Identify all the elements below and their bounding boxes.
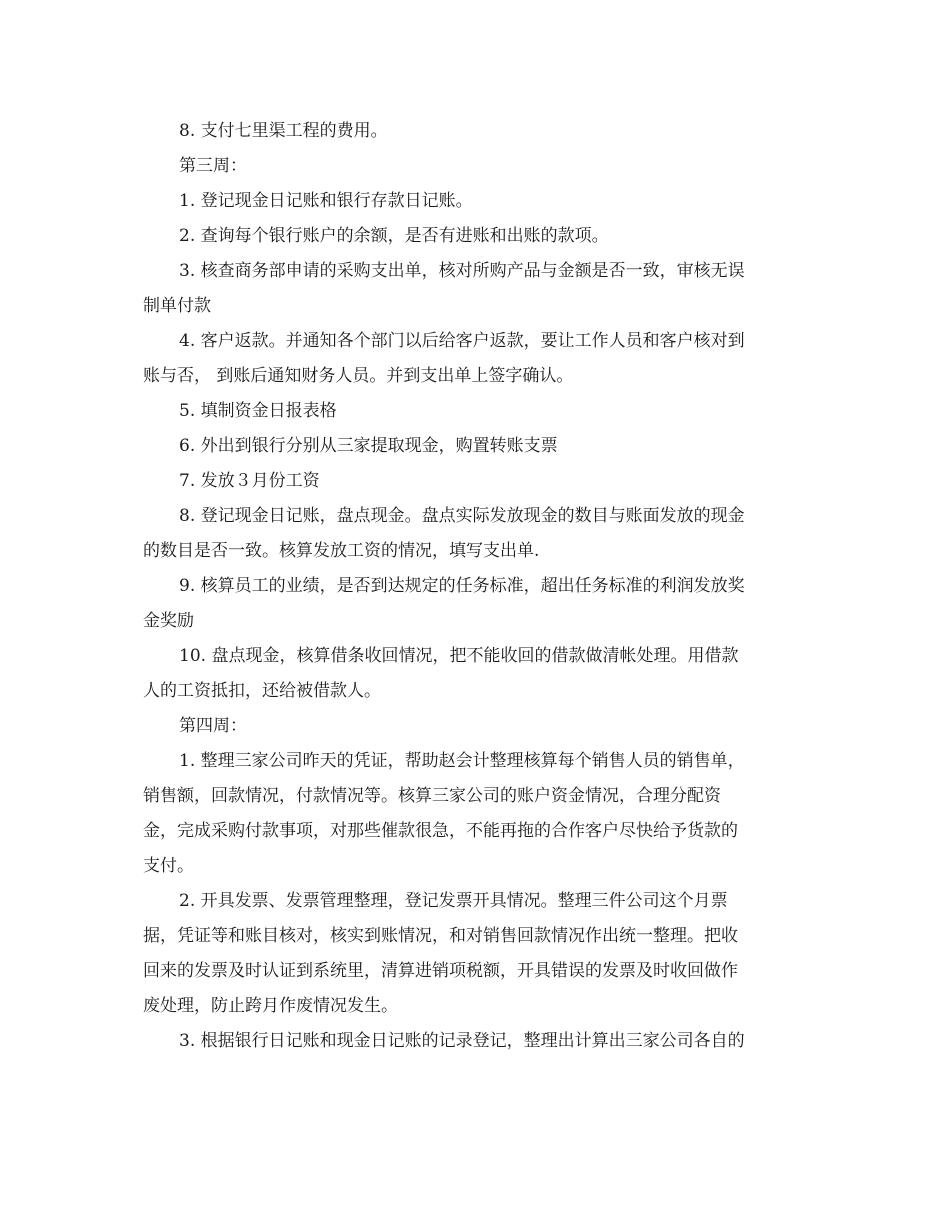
text-line: 5. 填制资金日报表格 bbox=[179, 401, 337, 421]
text-line: 8. 登记现金日记账，盘点现金。盘点实际发放现金的数目与账面发放的现金 bbox=[179, 506, 745, 526]
text-line: 7. 发放３月份工资 bbox=[179, 471, 320, 491]
text-line: 4. 客户返款。并通知各个部门以后给客户返款，要让工作人员和客户核对到 bbox=[179, 331, 745, 351]
text-line: 8. 支付七里渠工程的费用。 bbox=[179, 121, 388, 141]
text-line: 3. 核查商务部申请的采购支出单，核对所购产品与金额是否一致，审核无误 bbox=[179, 261, 745, 281]
text-line: 2. 查询每个银行账户的余额，是否有进账和出账的款项。 bbox=[179, 226, 609, 246]
text-line: 6. 外出到银行分别从三家提取现金，购置转账支票 bbox=[179, 436, 558, 456]
text-line: 据，凭证等和账目核对，核实到账情况，和对销售回款情况作出统一整理。把收 bbox=[143, 926, 738, 946]
text-line: 金，完成采购付款事项，对那些催款很急，不能再拖的合作客户尽快给予货款的 bbox=[143, 821, 738, 841]
text-line: 账与否， 到账后通知财务人员。并到支出单上签字确认。 bbox=[143, 366, 574, 386]
section-heading: 第三周： bbox=[179, 156, 247, 176]
text-line: 1. 整理三家公司昨天的凭证，帮助赵会计整理核算每个销售人员的销售单， bbox=[179, 751, 745, 771]
text-line: 回来的发票及时认证到系统里，清算进销项税额，开具错误的发票及时收回做作 bbox=[143, 961, 738, 981]
text-line: 金奖励 bbox=[143, 611, 194, 631]
text-line: 3. 根据银行日记账和现金日记账的记录登记，整理出计算出三家公司各自的 bbox=[179, 1031, 745, 1051]
text-line: 1. 登记现金日记账和银行存款日记账。 bbox=[179, 191, 473, 211]
text-line: 废处理，防止跨月作废情况发生。 bbox=[143, 996, 398, 1016]
text-line: 10. 盘点现金，核算借条收回情况，把不能收回的借款做清帐处理。用借款 bbox=[179, 646, 739, 666]
text-line: 支付。 bbox=[143, 856, 194, 876]
text-line: 的数目是否一致。核算发放工资的情况，填写支出单. bbox=[143, 541, 540, 561]
text-line: 9. 核算员工的业绩，是否到达规定的任务标准，超出任务标准的利润发放奖 bbox=[179, 576, 745, 596]
text-line: 2. 开具发票、发票管理整理，登记发票开具情况。整理三件公司这个月票 bbox=[179, 891, 728, 911]
text-line: 制单付款 bbox=[143, 296, 211, 316]
text-line: 人的工资抵扣，还给被借款人。 bbox=[143, 681, 381, 701]
text-line: 销售额，回款情况，付款情况等。核算三家公司的账户资金情况，合理分配资 bbox=[143, 786, 721, 806]
section-heading: 第四周： bbox=[179, 716, 247, 736]
